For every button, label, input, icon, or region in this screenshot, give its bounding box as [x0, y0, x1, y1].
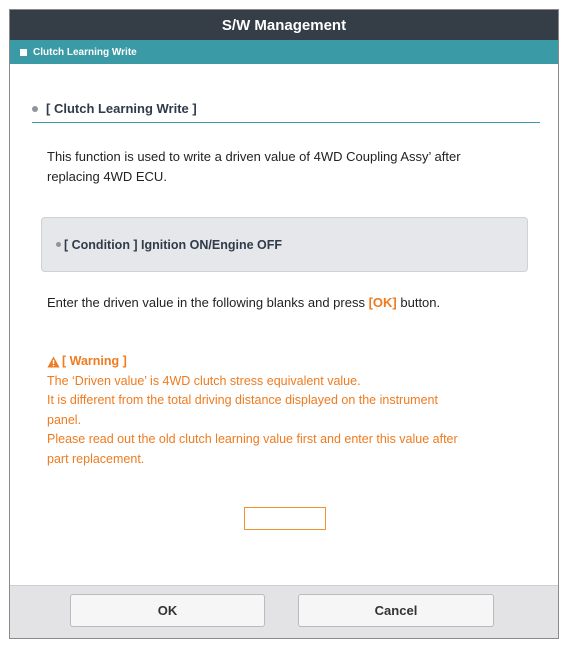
instruction-after: button. — [396, 295, 441, 310]
instruction-before: Enter the driven value in the following blanks and press — [47, 295, 369, 310]
instruction-text — [47, 295, 537, 310]
function-tab-bar — [10, 40, 558, 64]
function-description — [47, 147, 527, 187]
warning-line: panel. — [47, 412, 82, 427]
instruction-ok-highlight: [OK] — [368, 295, 397, 310]
warning-line: part replacement. — [47, 451, 145, 466]
driven-value-input[interactable] — [244, 507, 326, 530]
warning-line: Please read out the old clutch learning value first and enter this value after — [47, 432, 458, 446]
dialog-footer — [10, 585, 558, 638]
condition-box — [41, 217, 528, 272]
bullet-dot-icon — [56, 242, 61, 247]
warning-line: It is different from the total driving distance displayed on the instrument — [47, 393, 438, 407]
bullet-dot-icon — [32, 106, 38, 112]
square-bullet-icon — [20, 49, 27, 56]
warning-line: The ‘Driven value’ is 4WD clutch stress equivalent value. — [47, 373, 361, 388]
warning-heading — [47, 352, 527, 372]
window-title: S/W Management — [10, 10, 558, 40]
description-line: replacing 4WD ECU. — [47, 169, 167, 184]
warning-block — [47, 352, 527, 469]
ok-button[interactable]: OK — [70, 594, 265, 627]
warning-triangle-icon — [47, 356, 60, 368]
condition-text: [ Condition ] Ignition ON/Engine OFF — [64, 237, 283, 252]
cancel-button[interactable]: Cancel — [298, 594, 494, 627]
section-title: [ Clutch Learning Write ] — [46, 101, 197, 116]
section-heading — [32, 101, 540, 123]
sw-management-dialog — [9, 9, 559, 639]
description-line: This function is used to write a driven value of 4WD Coupling Assy’ after — [47, 149, 461, 164]
function-tab-label: Clutch Learning Write — [33, 46, 137, 58]
warning-title: [ Warning ] — [62, 354, 127, 368]
